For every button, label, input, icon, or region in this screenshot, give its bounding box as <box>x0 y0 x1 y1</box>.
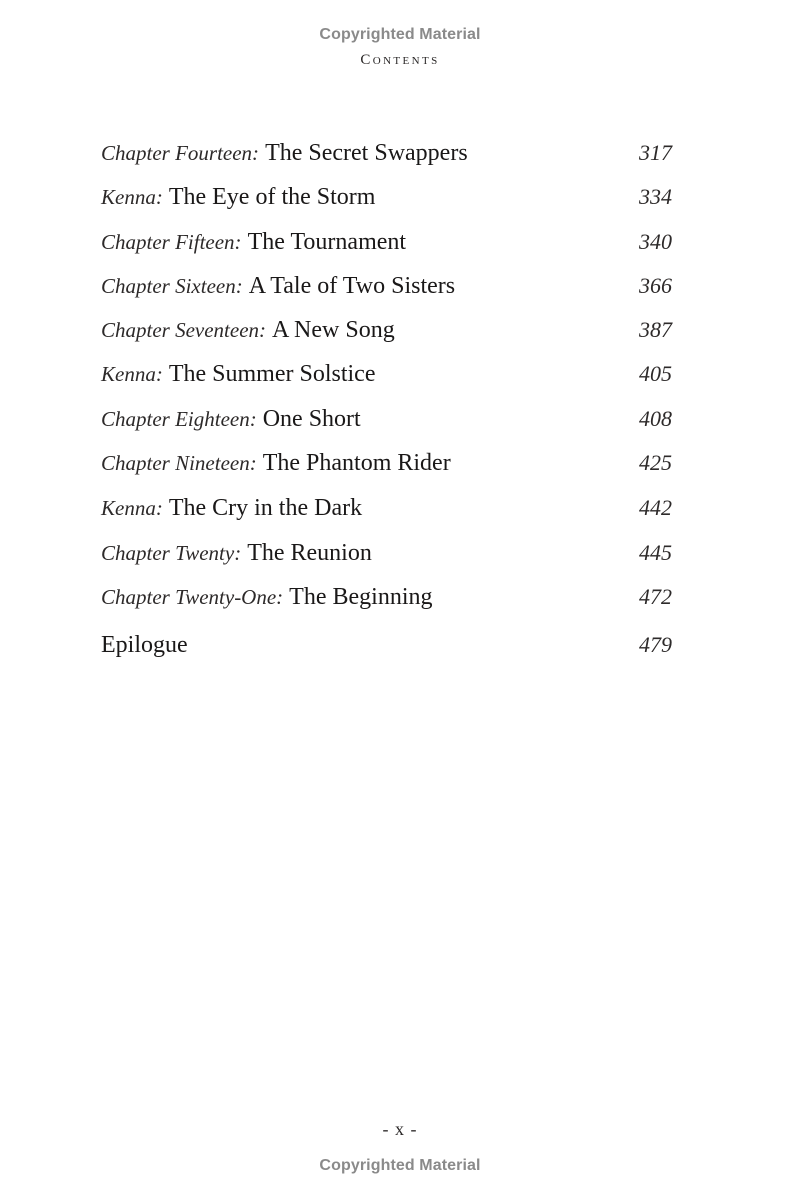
entry-prefix: Chapter Eighteen: <box>101 407 257 431</box>
toc-entry <box>101 270 672 302</box>
entry-prefix: Kenna: <box>101 496 163 520</box>
toc-entry <box>101 581 672 613</box>
entry-title: The Cry in the Dark <box>168 495 363 521</box>
toc-entry <box>101 137 672 169</box>
entry-title: The Phantom Rider <box>262 450 451 476</box>
entry-page-number: 405 <box>639 361 672 386</box>
entry-page-number: 334 <box>639 184 672 209</box>
page-folio: - x - <box>382 1119 418 1139</box>
toc-entry <box>101 537 672 569</box>
entry-prefix: Chapter Twenty-One: <box>101 585 284 609</box>
entry-prefix: Chapter Sixteen: <box>101 274 243 298</box>
entry-page-number: 317 <box>639 140 672 165</box>
toc-entry <box>101 226 672 258</box>
copyright-watermark-bottom: Copyrighted Material <box>319 1157 481 1174</box>
entry-page-number: 445 <box>639 540 672 565</box>
toc-entry <box>101 181 672 213</box>
toc-entry <box>101 492 672 524</box>
entry-title: The Tournament <box>247 229 407 255</box>
entry-page-number: 472 <box>639 584 672 609</box>
toc-entry <box>101 314 672 346</box>
toc-entry <box>101 447 672 479</box>
entry-prefix: Chapter Fifteen: <box>101 230 242 254</box>
entry-page-number: 387 <box>639 317 672 342</box>
entry-title: The Secret Swappers <box>265 140 468 166</box>
entry-page-number: 479 <box>639 632 672 657</box>
contents-heading: Contents <box>360 52 440 68</box>
copyright-watermark-top: Copyrighted Material <box>319 26 481 43</box>
toc-entry <box>101 403 672 435</box>
entry-page-number: 425 <box>639 450 672 475</box>
entry-page-number: 408 <box>639 406 672 431</box>
entry-prefix: Kenna: <box>101 362 163 386</box>
entry-title: The Summer Solstice <box>168 361 376 387</box>
entry-prefix: Chapter Fourteen: <box>101 141 260 165</box>
entry-prefix: Chapter Seventeen: <box>101 318 267 342</box>
entry-title: The Reunion <box>247 540 372 566</box>
entry-prefix: Kenna: <box>101 185 163 209</box>
entry-title: One Short <box>262 406 361 432</box>
entry-title: Epilogue <box>101 632 188 658</box>
entry-title: The Beginning <box>289 584 433 610</box>
entry-prefix: Chapter Nineteen: <box>101 451 257 475</box>
entry-page-number: 340 <box>639 229 672 254</box>
entry-page-number: 442 <box>639 495 672 520</box>
entry-title: A New Song <box>272 317 395 343</box>
entry-title: A Tale of Two Sisters <box>248 273 456 299</box>
entry-title: The Eye of the Storm <box>168 184 376 210</box>
entry-page-number: 366 <box>639 273 672 298</box>
toc-entry <box>101 358 672 390</box>
toc-entry <box>101 629 672 661</box>
entry-prefix: Chapter Twenty: <box>101 541 242 565</box>
